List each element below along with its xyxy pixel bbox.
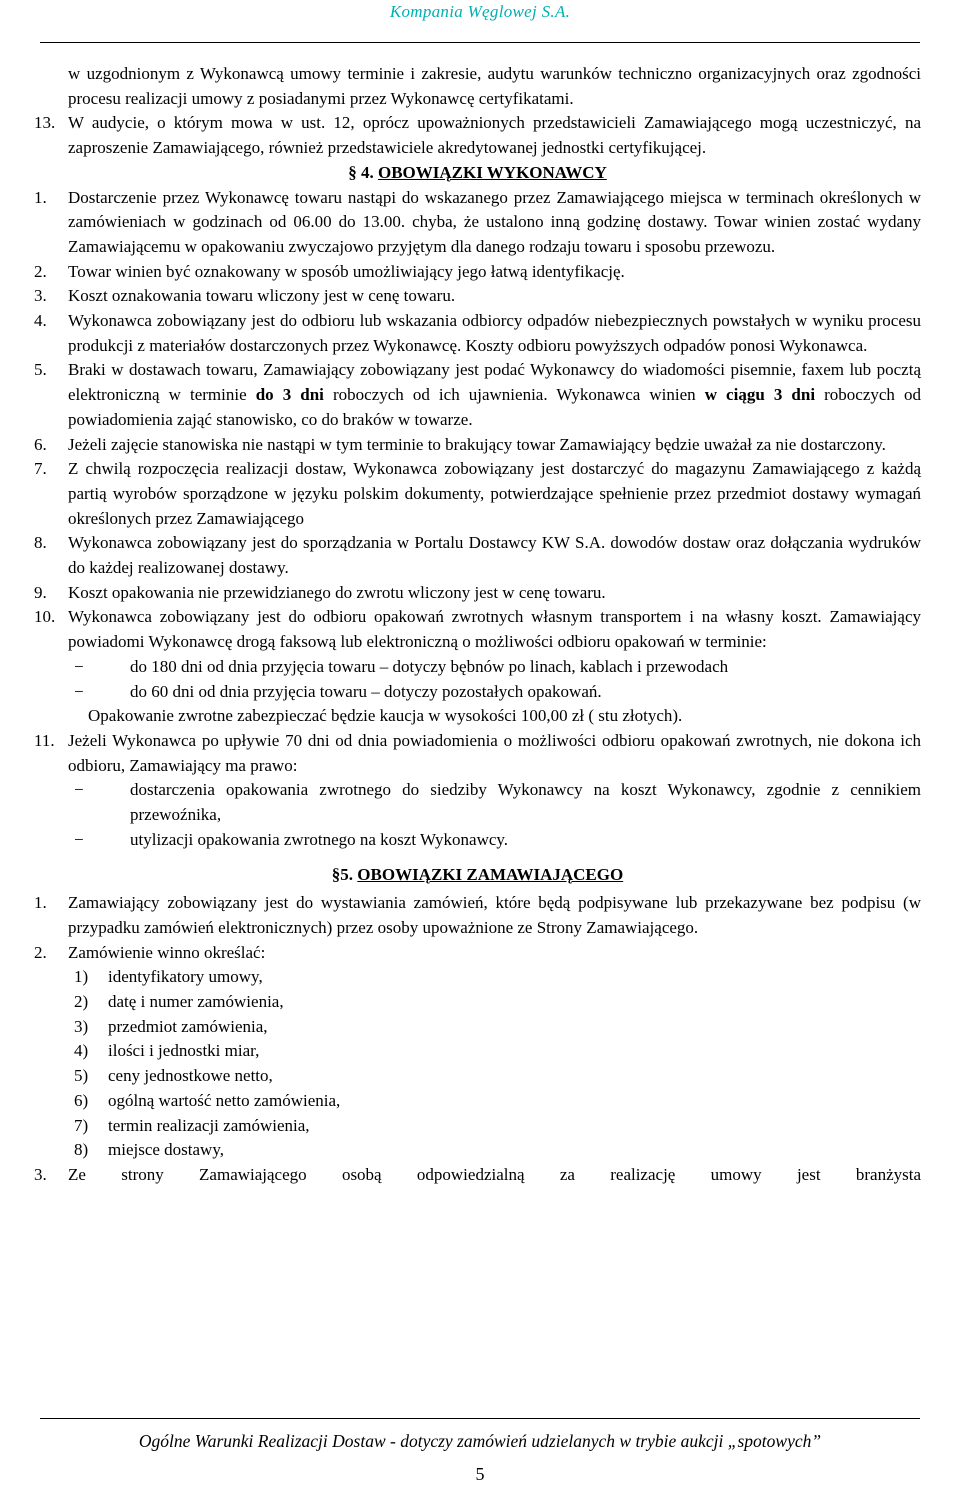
list-item <box>34 531 921 580</box>
dash-item <box>34 778 921 827</box>
item-number: 10. <box>34 607 56 627</box>
text-run: roboczych od powiadomienia zająć stanowisko, co do braków w towarze. <box>68 385 921 429</box>
item-text: Z chwilą rozpoczęcia realizacji dostaw, Wykonawca zobowiązany jest dostarczyć do magazynu Zamawiającego z każdą partią wyrobów sporządzone w języku polskim dokumenty, potwierdzające spełnienie przez przedmiot dostawy wymagań określonych przez Zamawiającego <box>68 459 921 528</box>
item-number: 7. <box>34 459 47 479</box>
sub-number: 8) <box>74 1140 89 1160</box>
list-item <box>34 284 921 309</box>
item-text: Jeżeli zajęcie stanowiska nie nastąpi w tym terminie to brakujący towar Zamawiający będzie uważał za nie dostarczony. <box>68 434 886 454</box>
bold-term: do 3 dni <box>255 385 324 405</box>
item-text: Wykonawca zobowiązany jest do odbioru opakowań zwrotnych własnym transportem i na własny koszt. Zamawiający powiadomi Wykonawcę drogą faksową lub elektroniczną o możliwości odbioru opakowań w terminie: <box>68 607 921 652</box>
item-text: Dostarczenie przez Wykonawcę towaru nastąpi do wskazanego przez Zamawiającego miejsca w terminach określonych w zamówieniach w godzinach od 06.00 do 13.00. chyba, że ustalono inną godzinę dostawy. Towar winien zostać wydany Zamawiającemu w opakowaniu zwyczajowo przyjętym dla danego rodzaju towaru i sposobu przewozu. <box>68 187 921 256</box>
item-text: Ze strony Zamawiającego osobą odpowiedzialną za realizację umowy jest branżysta <box>68 1164 921 1184</box>
deposit-note <box>34 704 921 729</box>
sub-text: ogólną wartość netto zamówienia, <box>108 1090 341 1110</box>
item-number: 1. <box>34 893 47 913</box>
sub-number: 1) <box>74 967 89 987</box>
sub-text: ceny jednostkowe netto, <box>108 1066 273 1086</box>
dash-item <box>34 655 921 680</box>
dash-bullet: − <box>74 780 84 800</box>
document-body <box>34 62 921 1188</box>
list-item-13 <box>34 111 921 160</box>
sub-item <box>34 1015 921 1040</box>
list-item <box>34 581 921 606</box>
list-item <box>34 260 921 285</box>
sub-item <box>34 990 921 1015</box>
sub-item <box>34 1039 921 1064</box>
sub-item <box>34 1138 921 1163</box>
section-title: OBOWIĄZKI ZAMAWIAJĄCEGO <box>357 864 624 884</box>
list-item <box>34 729 921 778</box>
list-item <box>34 891 921 940</box>
sub-text: datę i numer zamówienia, <box>108 992 284 1012</box>
item-number: 5. <box>34 360 47 380</box>
item-number: 9. <box>34 582 47 602</box>
item-number: 8. <box>34 533 47 553</box>
item-number: 1. <box>34 187 47 207</box>
sub-number: 7) <box>74 1115 89 1135</box>
footer-divider <box>40 1418 920 1419</box>
text-run: Braki w dostawach towaru, Zamawiający zobowiązany jest podać Wykonawcy do wiadomości pisemnie, faxem lub pocztą elektroniczną w terminie <box>68 360 921 405</box>
item-number: 4. <box>34 311 47 331</box>
list-item <box>34 433 921 458</box>
item-text: Koszt oznakowania towaru wliczony jest w cenę towaru. <box>68 286 456 306</box>
section-title: OBOWIĄZKI WYKONAWCY <box>378 162 607 182</box>
list-item <box>34 457 921 531</box>
sub-item <box>34 965 921 990</box>
section-sign: §5. <box>331 864 354 884</box>
item-text: Jeżeli Wykonawca po upływie 70 dni od dnia powiadomienia o możliwości odbioru opakowań zwrotnych, nie dokona ich odbioru, Zamawiający ma prawo: <box>68 730 921 775</box>
page-number: 5 <box>475 1464 485 1484</box>
sub-number: 3) <box>74 1016 89 1036</box>
item-number: 13. <box>34 113 56 133</box>
item-number: 2. <box>34 942 47 962</box>
sub-text: identyfikatory umowy, <box>108 967 263 987</box>
item-number: 3. <box>34 1164 47 1184</box>
sub-text: ilości i jednostki miar, <box>108 1041 260 1061</box>
list-item <box>34 358 921 432</box>
sub-number: 2) <box>74 992 89 1012</box>
sub-item <box>34 1064 921 1089</box>
dash-text: do 60 dni od dnia przyjęcia towaru – dotyczy pozostałych opakowań. <box>130 681 602 701</box>
item-text: Zamawiający zobowiązany jest do wystawiania zamówień, które będą podpisywane lub przekazywane bez podpisu (w przypadku zamówień elektronicznych) przez osoby upoważnione ze Strony Zamawiającego. <box>68 893 921 937</box>
item-text <box>68 358 921 432</box>
item-text: Koszt opakowania nie przewidzianego do zwrotu wliczony jest w cenę towaru. <box>68 582 606 602</box>
item-text: Towar winien być oznakowany w sposób umożliwiający jego łatwą identyfikację. <box>68 261 625 281</box>
item-text: Wykonawca zobowiązany jest do sporządzania w Portalu Dostawcy KW S.A. dowodów dostaw oraz dołączania wydruków do każdej realizowanej dostawy. <box>68 533 921 578</box>
list-item <box>34 309 921 358</box>
item-number: 3. <box>34 286 47 306</box>
item-text: Wykonawca zobowiązany jest do odbioru lub wskazania odbiorcy odpadów niebezpiecznych powstałych w wyniku procesu produkcji z materiałów dostarczonych przez Wykonawcę. Koszty odbioru powyższych odpadów ponosi Wykonawca. <box>68 311 921 355</box>
dash-bullet: − <box>74 681 84 701</box>
item-text: Zamówienie winno określać: <box>68 942 266 962</box>
sub-text: przedmiot zamówienia, <box>108 1016 268 1036</box>
sub-text: termin realizacji zamówienia, <box>108 1115 310 1135</box>
sub-text: miejsce dostawy, <box>108 1140 224 1160</box>
item-number: 6. <box>34 434 47 454</box>
paragraph-continuation: w uzgodnionym z Wykonawcą umowy terminie i zakresie, audytu warunków techniczno organizacyjnych oraz zgodności procesu realizacji umowy z posiadanymi przez Wykonawcę certyfikatami. <box>68 64 921 108</box>
dash-text: utylizacji opakowania zwrotnego na koszt Wykonawcy. <box>130 829 509 849</box>
sub-item <box>34 1114 921 1139</box>
text-run: roboczych od ich ujawnienia. Wykonawca winien <box>323 385 705 405</box>
page-footer: Ogólne Warunki Realizacji Dostaw - dotyczy zamówień udzielanych w trybie aukcji „spotowych” <box>138 1431 822 1451</box>
page-header: Kompania Węglowej S.A. <box>389 2 571 21</box>
item-number: 11. <box>34 730 55 750</box>
dash-item <box>34 680 921 705</box>
header-divider <box>40 42 920 43</box>
section-4-heading <box>34 161 921 186</box>
dash-item <box>34 828 921 853</box>
sub-number: 6) <box>74 1090 89 1110</box>
item-text: W audycie, o którym mowa w ust. 12, oprócz upoważnionych przedstawicieli Zamawiającego mogą uczestniczyć, na zaproszenie Zamawiającego, również przedstawiciele akredytowanej jednostki certyfikującej. <box>68 113 921 158</box>
sub-item <box>34 1089 921 1114</box>
section-sign: § 4. <box>348 162 374 182</box>
sub-number: 5) <box>74 1066 89 1086</box>
list-item <box>34 941 921 966</box>
dash-bullet: − <box>74 656 84 676</box>
list-item <box>34 1163 921 1188</box>
dash-text: do 180 dni od dnia przyjęcia towaru – dotyczy bębnów po linach, kablach i przewodach <box>130 656 729 676</box>
list-item <box>34 605 921 654</box>
sub-number: 4) <box>74 1041 89 1061</box>
section-5-heading <box>34 863 921 888</box>
list-item <box>34 186 921 260</box>
dash-text: dostarczenia opakowania zwrotnego do siedziby Wykonawcy na koszt Wykonawcy, zgodnie z cennikiem przewoźnika, <box>130 780 921 825</box>
deposit-text: Opakowanie zwrotne zabezpieczać będzie kaucja w wysokości 100,00 zł ( stu złotych). <box>88 706 683 726</box>
item-number: 2. <box>34 261 47 281</box>
bold-term: w ciągu 3 dni <box>704 385 816 405</box>
dash-bullet: − <box>74 829 84 849</box>
